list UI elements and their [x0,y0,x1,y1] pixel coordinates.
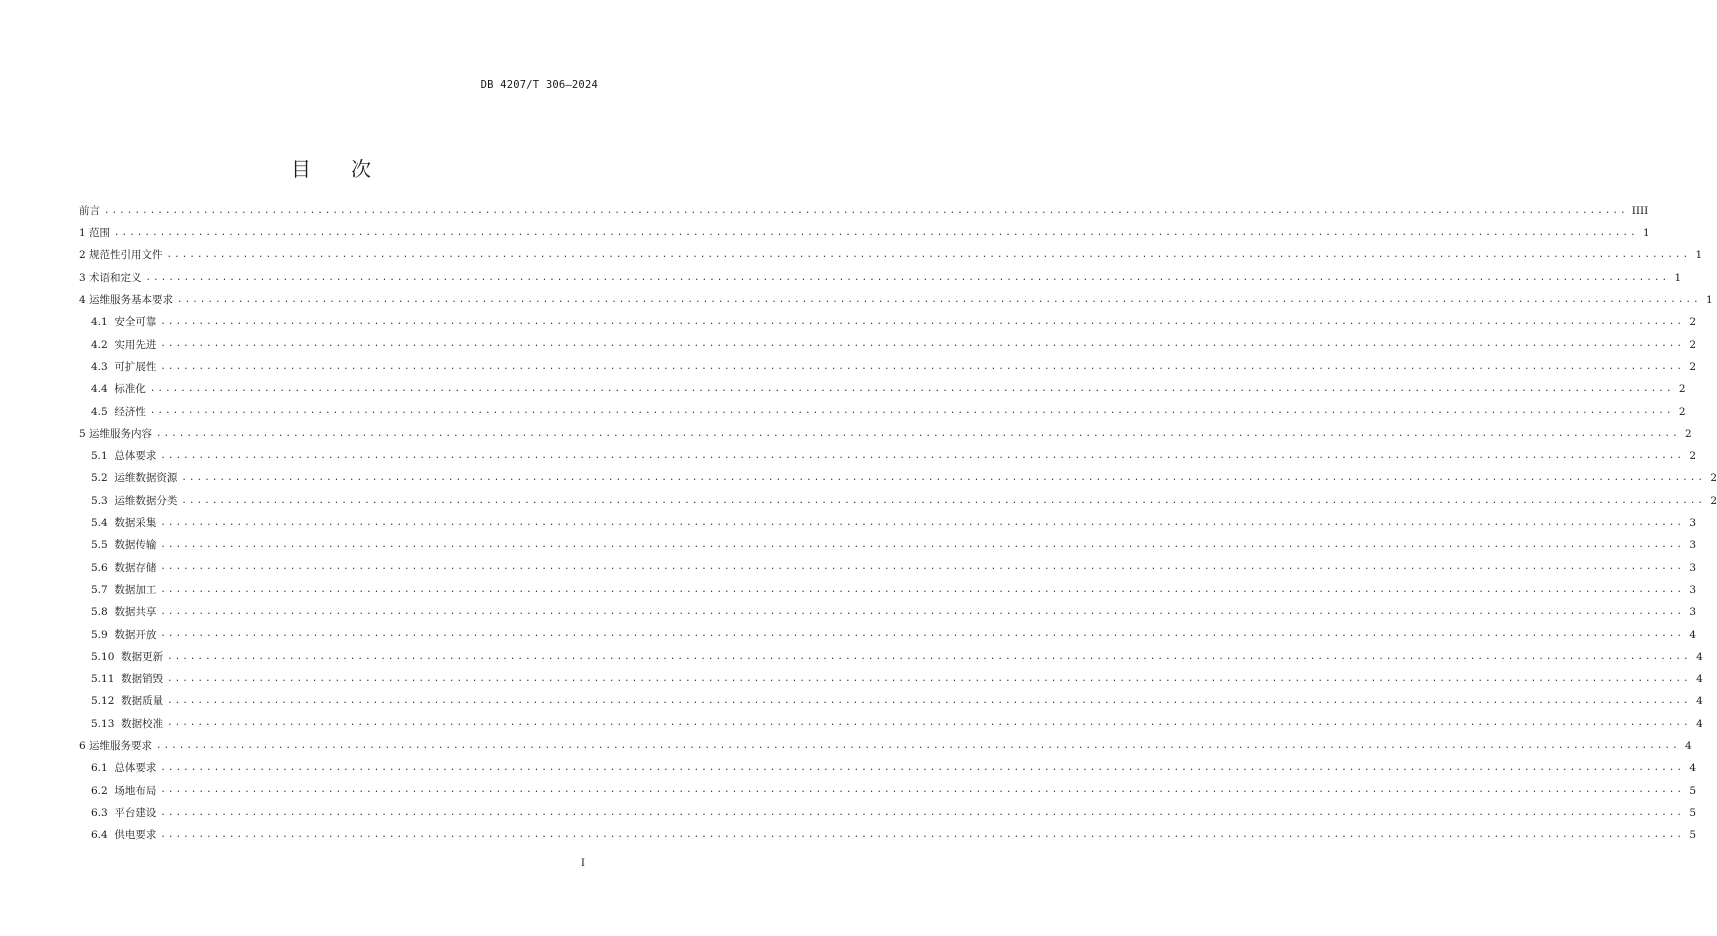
toc-entry-page: 2 [1678,405,1686,418]
toc-entry-number: 5.12 [91,695,115,708]
toc-entry-page: 2 [1710,494,1717,507]
toc-entry-title: 运维数据分类 [114,494,178,507]
toc-entry-title: 可扩展性 [114,360,157,373]
toc-entry-number: 5.9 [91,628,108,641]
toc-entry-page: 3 [1689,606,1697,619]
toc-entry-page: 1 [1695,249,1703,262]
toc-entry-number: 4.1 [91,316,108,329]
toc-entry-title: 数据共享 [114,606,157,619]
toc-entry[interactable] [79,579,1697,601]
toc-entry-title: 供电要求 [114,829,157,842]
toc-entry[interactable] [79,378,1686,400]
toc-entry-number: 4.5 [91,405,108,418]
toc-entry-number: 6 [79,740,86,753]
toc-entry[interactable] [79,802,1697,824]
toc-leader-dots: ........................................................................................................................................................................................................ [160,763,1685,774]
toc-entry-title: 运维服务要求 [89,740,153,753]
toc-leader-dots: ........................................................................................................................................................................................................ [160,339,1685,350]
toc-leader-dots: ........................................................................................................................................................................................................ [104,205,1628,216]
toc-leader-dots: ........................................................................................................................................................................................................ [156,740,1680,751]
toc-entry-number: 5 [79,427,86,440]
toc-entry-number: 5.2 [91,472,108,485]
toc-entry-title: 数据加工 [114,583,157,596]
toc-entry-page: IIII [1631,204,1649,217]
toc-entry-number: 5.5 [91,539,108,552]
toc-entry-title: 标准化 [114,383,146,396]
toc-entry[interactable] [79,401,1686,423]
toc-entry-title: 平台建设 [114,806,157,819]
toc-leader-dots: ........................................................................................................................................................................................................ [149,384,1674,395]
toc-entry-number: 5.1 [91,450,108,463]
toc-entry-number: 4.4 [91,383,108,396]
toc-entry-page: 4 [1685,740,1692,753]
toc-entry[interactable] [79,445,1697,467]
table-of-contents [79,200,1717,847]
toc-entry-title: 数据存储 [114,561,157,574]
toc-entry[interactable] [79,222,1650,244]
toc-leader-dots: ........................................................................................................................................................................................................ [160,829,1685,840]
toc-entry-title: 数据销毁 [121,673,164,686]
toc-entry[interactable] [79,289,1713,311]
toc-entry-number: 5.10 [91,650,115,663]
toc-entry-number: 1 [79,227,86,240]
toc-entry-page: 3 [1689,517,1697,530]
toc-entry-title: 数据校准 [121,717,164,730]
toc-leader-dots: ........................................................................................................................................................................................................ [177,294,1701,305]
toc-entry[interactable] [79,668,1703,690]
toc-leader-dots: ........................................................................................................................................................................................................ [160,785,1685,796]
toc-entry-page: 3 [1689,539,1697,552]
toc-leader-dots: ........................................................................................................................................................................................................ [160,562,1685,573]
toc-leader-dots: ........................................................................................................................................................................................................ [181,473,1706,484]
toc-entry-title: 安全可靠 [114,316,157,329]
toc-entry-title: 运维数据资源 [114,472,178,485]
toc-entry-number: 5.7 [91,583,108,596]
title-char-1: 目 [291,157,311,182]
toc-leader-dots: ........................................................................................................................................................................................................ [160,584,1685,595]
toc-leader-dots: ........................................................................................................................................................................................................ [156,428,1680,439]
toc-entry-title: 总体要求 [114,450,157,463]
toc-leader-dots: ........................................................................................................................................................................................................ [149,406,1674,417]
toc-entry[interactable] [79,245,1703,267]
toc-entry-number: 5.4 [91,517,108,530]
toc-entry[interactable] [79,646,1703,668]
toc-entry[interactable] [79,534,1697,556]
toc-entry-page: 4 [1689,628,1697,641]
toc-entry-title: 数据采集 [114,517,157,530]
toc-entry[interactable] [79,557,1697,579]
toc-entry-page: 4 [1696,673,1703,686]
toc-entry-number: 2 [79,249,86,262]
toc-entry[interactable] [79,423,1692,445]
toc-entry-page: 1 [1674,271,1682,284]
toc-leader-dots: ........................................................................................................................................................................................................ [160,540,1685,551]
toc-entry-title: 前言 [79,204,100,217]
toc-entry-page: 4 [1696,717,1703,730]
toc-entry[interactable] [79,468,1717,490]
toc-entry-title: 数据质量 [121,695,164,708]
toc-entry-number: 5.8 [91,606,108,619]
toc-entry[interactable] [79,512,1697,534]
toc-entry-page: 5 [1689,806,1697,819]
toc-entry-number: 5.6 [91,561,108,574]
toc-entry-title: 运维服务内容 [89,427,153,440]
toc-entry-page: 4 [1696,695,1703,708]
toc-entry-number: 3 [79,271,86,284]
toc-entry-page: 3 [1689,561,1697,574]
toc-entry[interactable] [79,735,1692,757]
toc-entry-number: 6.3 [91,806,108,819]
toc-entry-title: 数据更新 [121,650,164,663]
toc-entry-number: 5.13 [91,717,115,730]
toc-entry-title: 运维服务基本要求 [89,294,174,307]
toc-entry-title: 规范性引用文件 [89,249,163,262]
toc-leader-dots: ........................................................................................................................................................................................................ [160,450,1685,461]
toc-entry-number: 4 [79,294,86,307]
toc-entry-number: 5.11 [91,673,115,686]
toc-entry-title: 实用先进 [114,338,157,351]
page-title [0,153,662,182]
toc-entry-page: 2 [1710,472,1717,485]
toc-leader-dots: ........................................................................................................................................................................................................ [181,495,1706,506]
toc-entry[interactable] [79,780,1697,802]
toc-entry-page: 2 [1685,427,1692,440]
toc-entry-title: 经济性 [114,405,146,418]
toc-leader-dots: ........................................................................................................................................................................................................ [166,250,1691,261]
toc-entry-page: 2 [1689,338,1697,351]
toc-entry-number: 5.3 [91,494,108,507]
toc-leader-dots: ........................................................................................................................................................................................................ [167,651,1691,662]
toc-entry-number: 6.2 [91,784,108,797]
toc-entry[interactable] [79,624,1697,646]
toc-leader-dots: ........................................................................................................................................................................................................ [114,227,1638,238]
toc-entry-page: 1 [1706,294,1713,307]
toc-leader-dots: ........................................................................................................................................................................................................ [160,629,1685,640]
toc-entry[interactable] [79,691,1703,713]
title-char-2: 次 [351,157,371,182]
toc-entry-title: 数据开放 [114,628,157,641]
toc-entry-page: 5 [1689,784,1697,797]
toc-entry[interactable] [79,334,1697,356]
toc-entry-page: 2 [1678,383,1686,396]
toc-leader-dots: ........................................................................................................................................................................................................ [167,718,1691,729]
toc-leader-dots: ........................................................................................................................................................................................................ [160,807,1685,818]
toc-entry-page: 2 [1689,316,1697,329]
toc-leader-dots: ........................................................................................................................................................................................................ [145,272,1670,283]
toc-entry-number: 6.4 [91,829,108,842]
toc-entry-number: 4.3 [91,360,108,373]
toc-leader-dots: ........................................................................................................................................................................................................ [167,673,1691,684]
toc-entry[interactable] [79,200,1649,222]
toc-entry-title: 范围 [89,227,111,240]
toc-entry-number: 6.1 [91,762,108,775]
toc-entry-title: 场地布局 [114,784,157,797]
toc-entry-title: 总体要求 [114,762,157,775]
toc-entry[interactable] [79,713,1703,735]
toc-entry[interactable] [79,757,1697,779]
toc-leader-dots: ........................................................................................................................................................................................................ [160,606,1685,617]
toc-entry[interactable] [79,490,1717,512]
toc-entry-page: 4 [1689,762,1697,775]
toc-entry-page: 2 [1689,450,1697,463]
toc-leader-dots: ........................................................................................................................................................................................................ [160,361,1685,372]
toc-entry-title: 数据传输 [114,539,157,552]
toc-entry[interactable] [79,356,1697,378]
toc-entry-page: 4 [1696,650,1703,663]
toc-entry-number: 4.2 [91,338,108,351]
toc-entry-title: 术语和定义 [89,271,142,284]
toc-entry[interactable] [79,824,1697,846]
toc-entry-page: 3 [1689,583,1697,596]
document-code: DB 4207/T 306—2024 [480,79,598,91]
toc-entry[interactable] [79,311,1697,333]
toc-leader-dots: ........................................................................................................................................................................................................ [160,517,1685,528]
toc-entry[interactable] [79,267,1682,289]
toc-entry-page: 5 [1689,829,1697,842]
toc-leader-dots: ........................................................................................................................................................................................................ [167,696,1691,707]
toc-entry-page: 1 [1643,227,1650,240]
toc-entry-page: 2 [1689,360,1697,373]
toc-leader-dots: ........................................................................................................................................................................................................ [160,317,1685,328]
toc-entry[interactable] [79,601,1697,623]
page-number: I [581,858,585,869]
